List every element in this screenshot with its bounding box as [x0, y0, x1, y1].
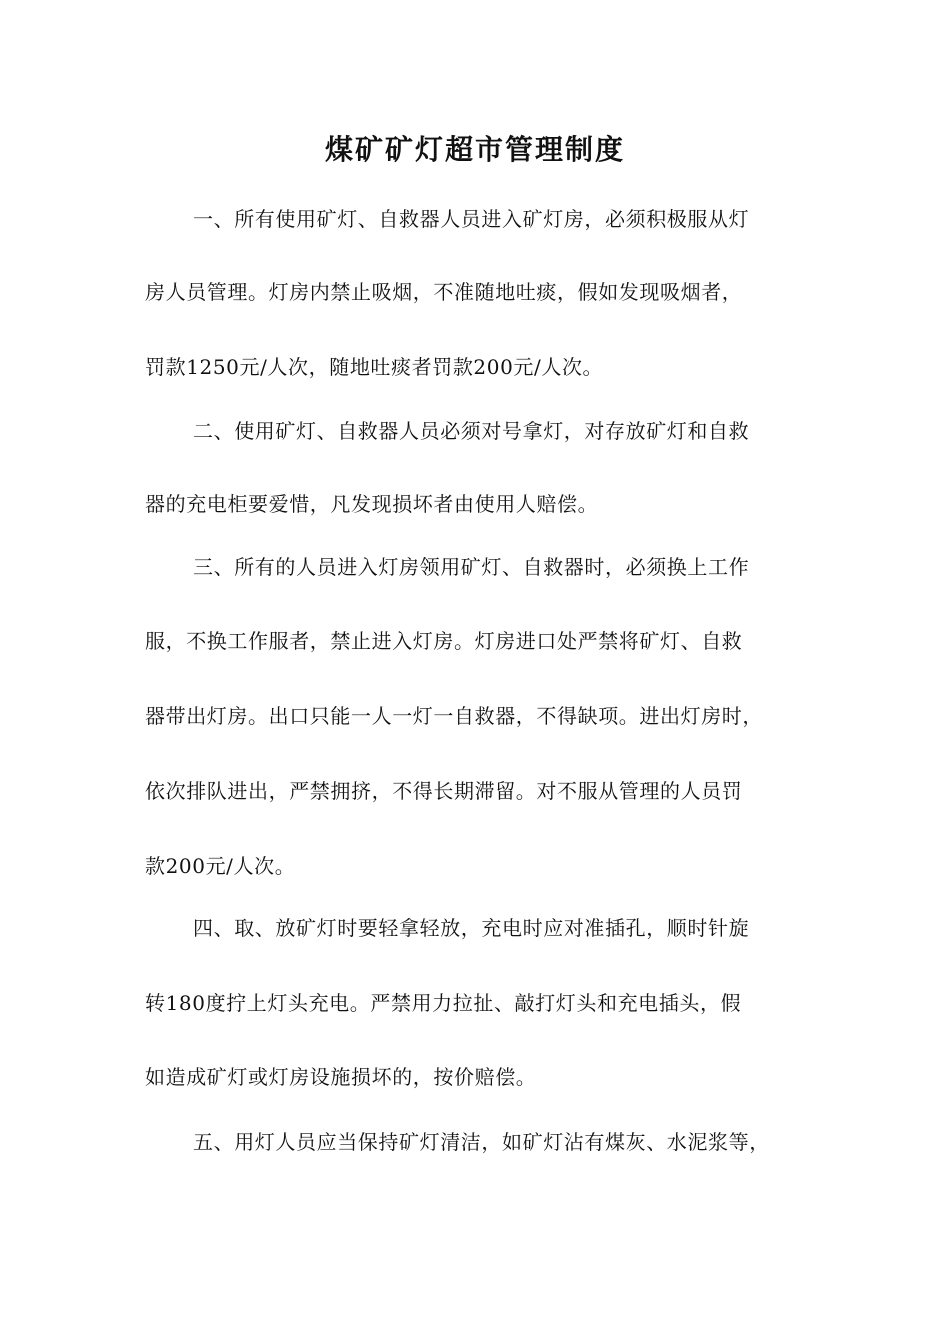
document-title: 煤矿矿灯超市管理制度	[324, 133, 625, 166]
paragraph-3-line-4: 依次排队进出，严禁拥挤，不得长期滞留。对不服从管理的人员罚	[145, 779, 743, 803]
paragraph-4-line-1: 四、取、放矿灯时要轻拿轻放，充电时应对准插孔，顺时针旋	[193, 916, 750, 940]
paragraph-3-line-2: 服，不换工作服者，禁止进入灯房。灯房进口处严禁将矿灯、自救	[145, 629, 743, 653]
paragraph-1-line-2: 房人员管理。灯房内禁止吸烟，不准随地吐痰，假如发现吸烟者，	[145, 280, 743, 304]
paragraph-3-line-5: 款200元/人次。	[145, 854, 296, 878]
paragraph-5-line-1: 五、用灯人员应当保持矿灯清洁，如矿灯沾有煤灰、水泥浆等，	[193, 1130, 770, 1154]
paragraph-2-line-1: 二、使用矿灯、自救器人员必须对号拿灯，对存放矿灯和自救	[193, 419, 750, 443]
paragraph-4-line-2: 转180度拧上灯头充电。严禁用力拉扯、敲打灯头和充电插头，假	[145, 991, 742, 1015]
paragraph-1-line-3: 罚款1250元/人次，随地吐痰者罚款200元/人次。	[145, 355, 604, 379]
paragraph-3-line-3: 器带出灯房。出口只能一人一灯一自救器，不得缺项。进出灯房时，	[145, 704, 763, 728]
paragraph-3-line-1: 三、所有的人员进入灯房领用矿灯、自救器时，必须换上工作	[193, 555, 750, 579]
paragraph-1-line-1: 一、所有使用矿灯、自救器人员进入矿灯房，必须积极服从灯	[193, 207, 750, 231]
paragraph-2-line-2: 器的充电柜要爱惜，凡发现损坏者由使用人赔偿。	[145, 492, 599, 516]
paragraph-4-line-3: 如造成矿灯或灯房设施损坏的，按价赔偿。	[145, 1065, 537, 1089]
